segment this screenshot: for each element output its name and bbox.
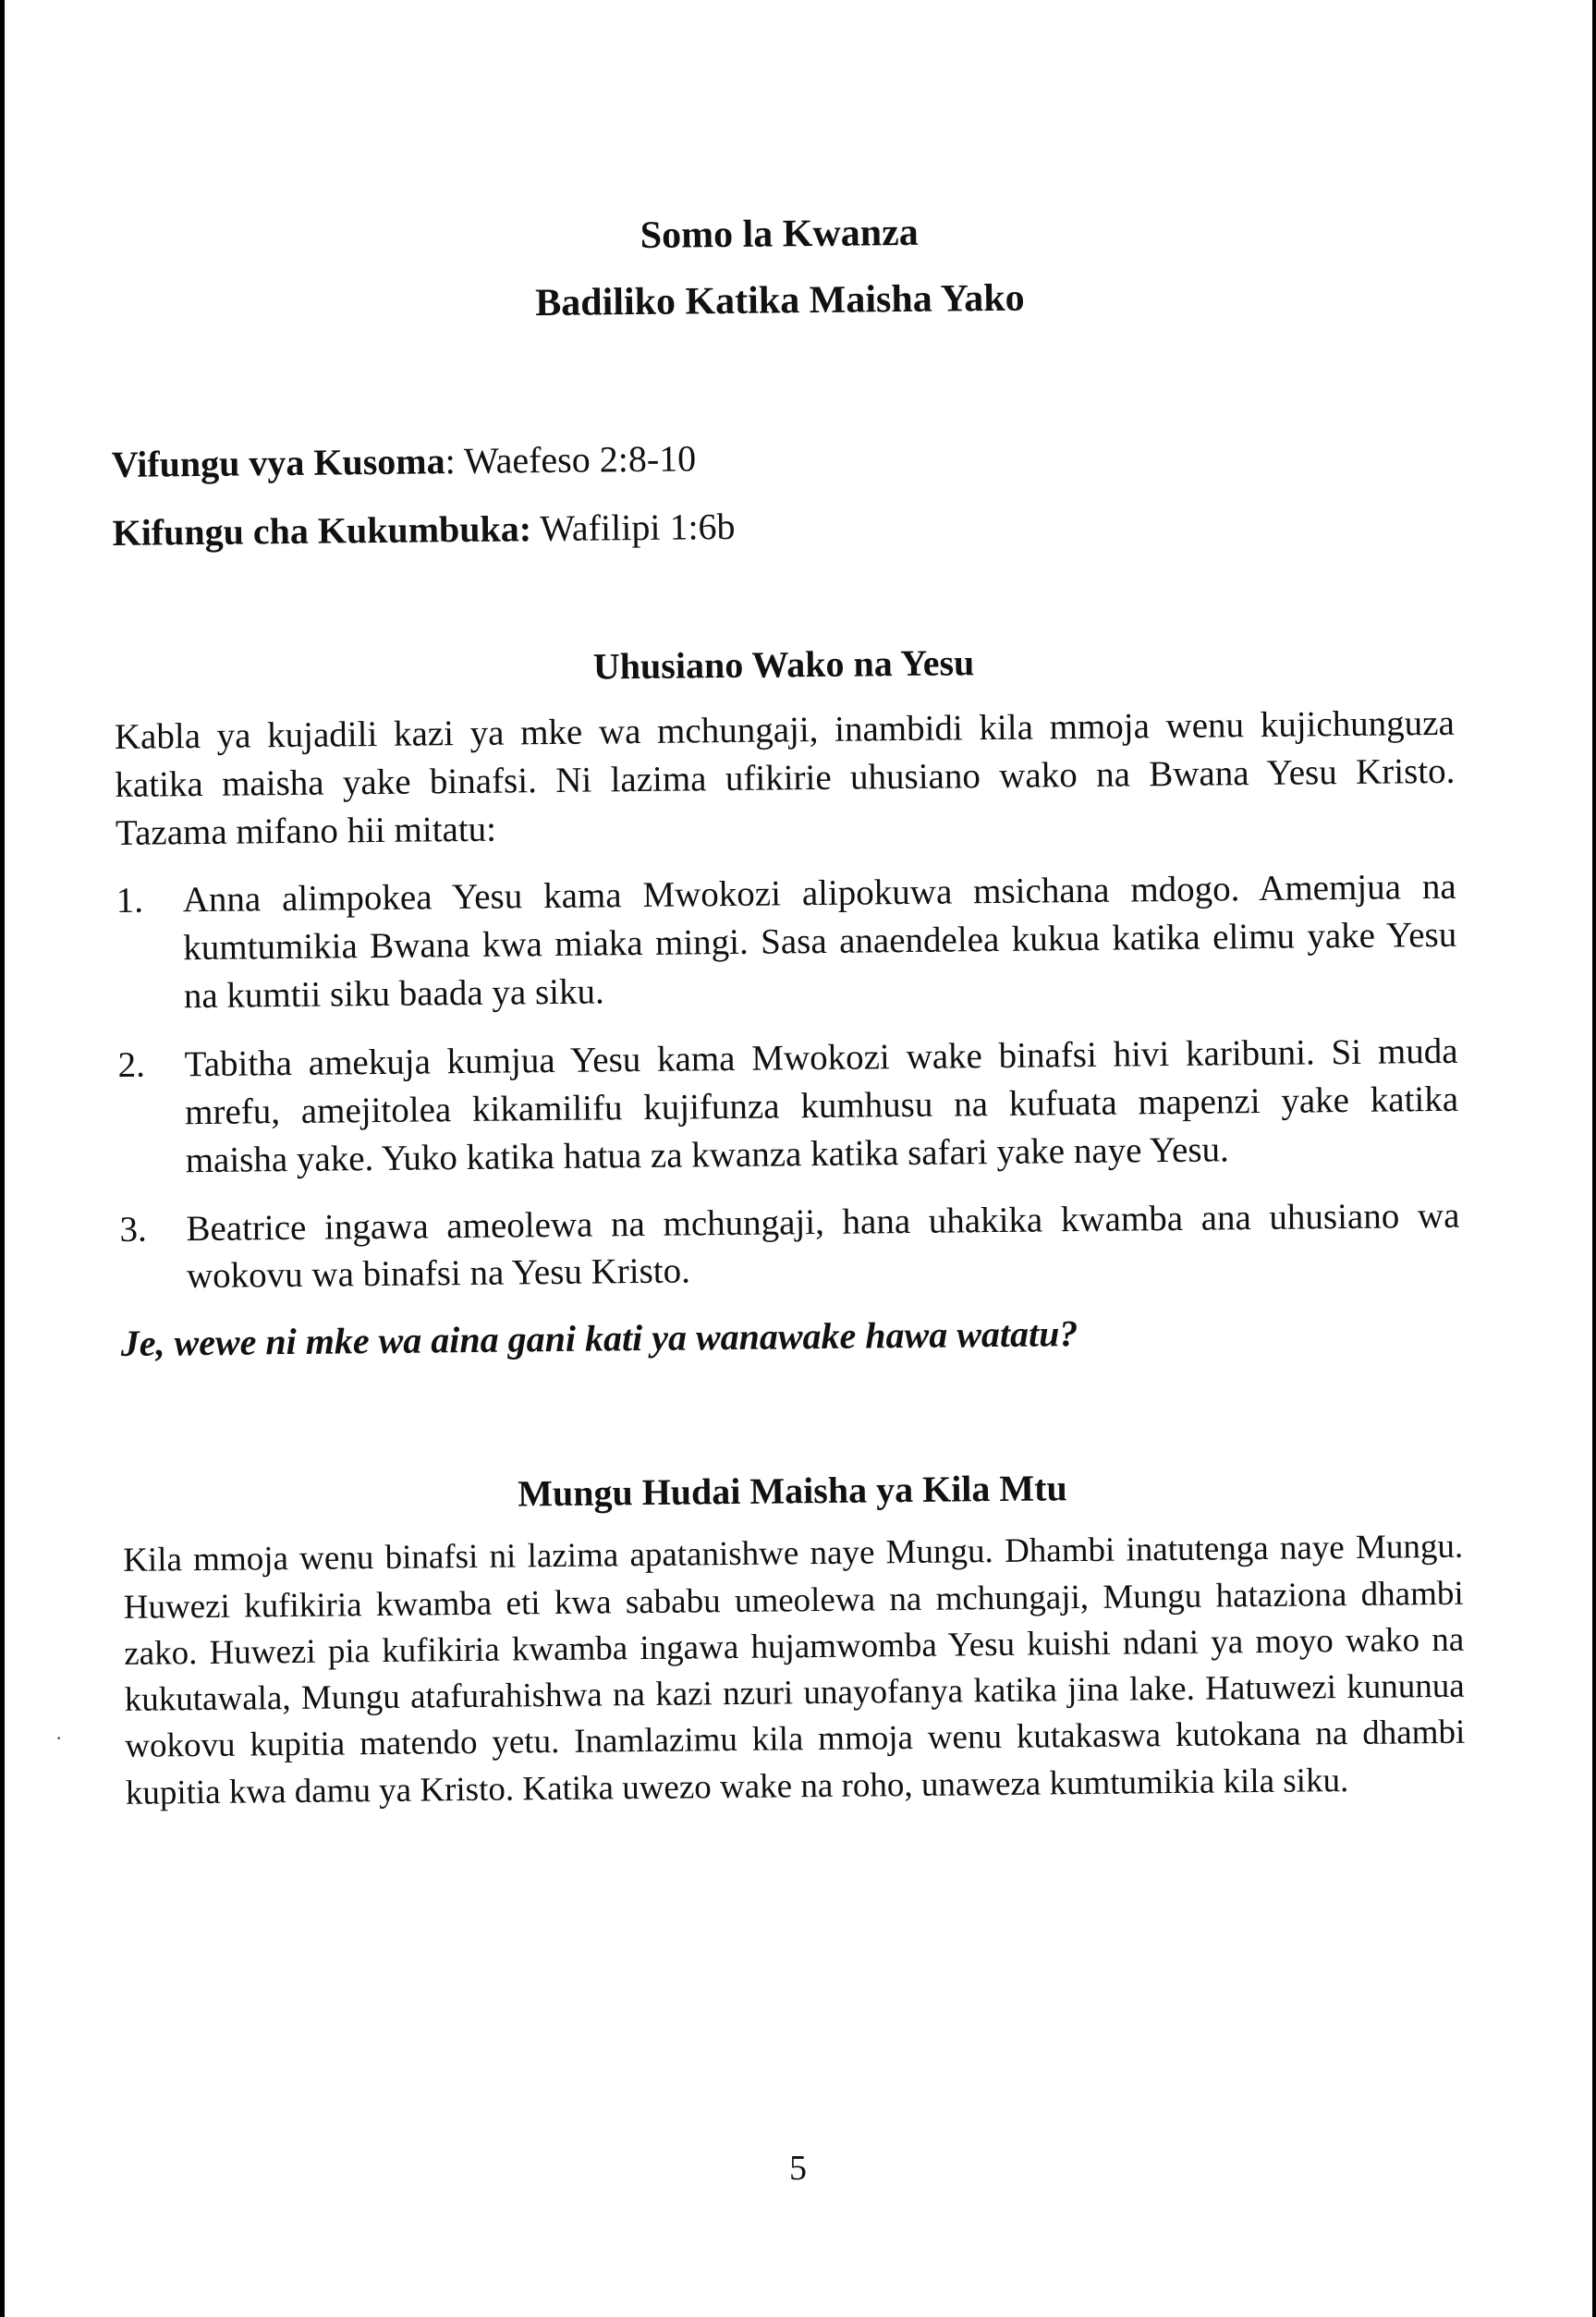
- scripture-references: [112, 427, 1453, 557]
- list-item: [117, 1028, 1459, 1186]
- page-number: 5: [789, 2149, 807, 2188]
- list-item-number: 3.: [119, 1209, 147, 1250]
- lesson-title: Somo la Kwanza: [640, 211, 919, 257]
- lesson-subtitle: Badiliko Katika Maisha Yako: [535, 277, 1025, 325]
- section-heading-god-demands: Mungu Hudai Maisha ya Kila Mtu: [517, 1467, 1067, 1515]
- scan-edge-left: [0, 0, 5, 2317]
- list-item: [119, 1191, 1460, 1301]
- reference-separator: :: [445, 439, 456, 482]
- reference-label: Kifungu cha Kukumbuka: [112, 507, 519, 554]
- list-item: [116, 863, 1457, 1021]
- reference-value: Wafilipi 1:6b: [540, 505, 736, 549]
- stray-mark: ·: [55, 1726, 63, 1750]
- reference-value: Waefeso 2:8-10: [463, 437, 697, 482]
- reference-separator: :: [518, 507, 532, 550]
- list-item-text: Tabitha amekuja kumjua Yesu kama Mwokozi wake binafsi hivi karibuni. Si muda mrefu, amejitolea kikamilifu kujifunza kumhusu na kufuata mapenzi yake katika maisha yake. Yuko katika hatua za kwanza katika safari yake naye Yesu.: [184, 1030, 1459, 1180]
- examples-list: [116, 863, 1460, 1301]
- reading-reference: [112, 427, 1452, 489]
- list-item-text: Beatrice ingawa ameolewa na mchungaji, hana uhakika kwamba ana uhusiano wa wokovu wa binafsi na Yesu Kristo.: [186, 1195, 1460, 1297]
- list-item-number: 2.: [117, 1044, 146, 1085]
- list-item-text: Anna alimpokea Yesu kama Mwokozi alipokuwa msichana mdogo. Amemjua na kumtumikia Bwana kwa miaka mingi. Sasa anaendelea kukua katika elimu yake Yesu na kumtii siku baada ya siku.: [182, 867, 1457, 1017]
- scan-edge-right: [1592, 0, 1596, 2317]
- memory-verse-reference: [112, 495, 1452, 557]
- section-body-paragraph: Kila mmoja wenu binafsi ni lazima apatanishwe naye Mungu. Dhambi inatutenga naye Mungu. Huwezi kufikiria kwamba eti kwa sababu umeolewa na mchungaji, Mungu hataziona dhambi zako. Huwezi pia kufikiria kwamba ingawa hujamwomba Yesu kuishi ndani ya moyo wako na kukutawala, Mungu atafurahishwa na kazi nzuri unayofanya katika jina lake. Hatuwezi kununua wokovu kupitia matendo yetu. Inamlazimu kila mmoja wenu kutakaswa kutokana na dhambi kupitia kwa damu ya Kristo. Katika uwezo wake na roho, unaweza kumtumikia kila siku.: [122, 1527, 1466, 1812]
- reference-label: Vifungu vya Kusoma: [111, 439, 445, 485]
- document-page: [109, 204, 1466, 1817]
- section-intro-paragraph: Kabla ya kujadili kazi ya mke wa mchungaji, inambidi kila mmoja wenu kujichunguza katika maisha yake binafsi. Ni lazima ufikirie uhusiano wako na Bwana Yesu Kristo. Tazama mifano hii mitatu:: [114, 702, 1456, 853]
- list-item-number: 1.: [116, 881, 144, 921]
- section-heading-relationship: Uhusiano Wako na Yesu: [592, 641, 975, 688]
- reflection-question: Je, wewe ni mke wa aina gani kati ya wanawake hawa watatu?: [120, 1312, 1078, 1365]
